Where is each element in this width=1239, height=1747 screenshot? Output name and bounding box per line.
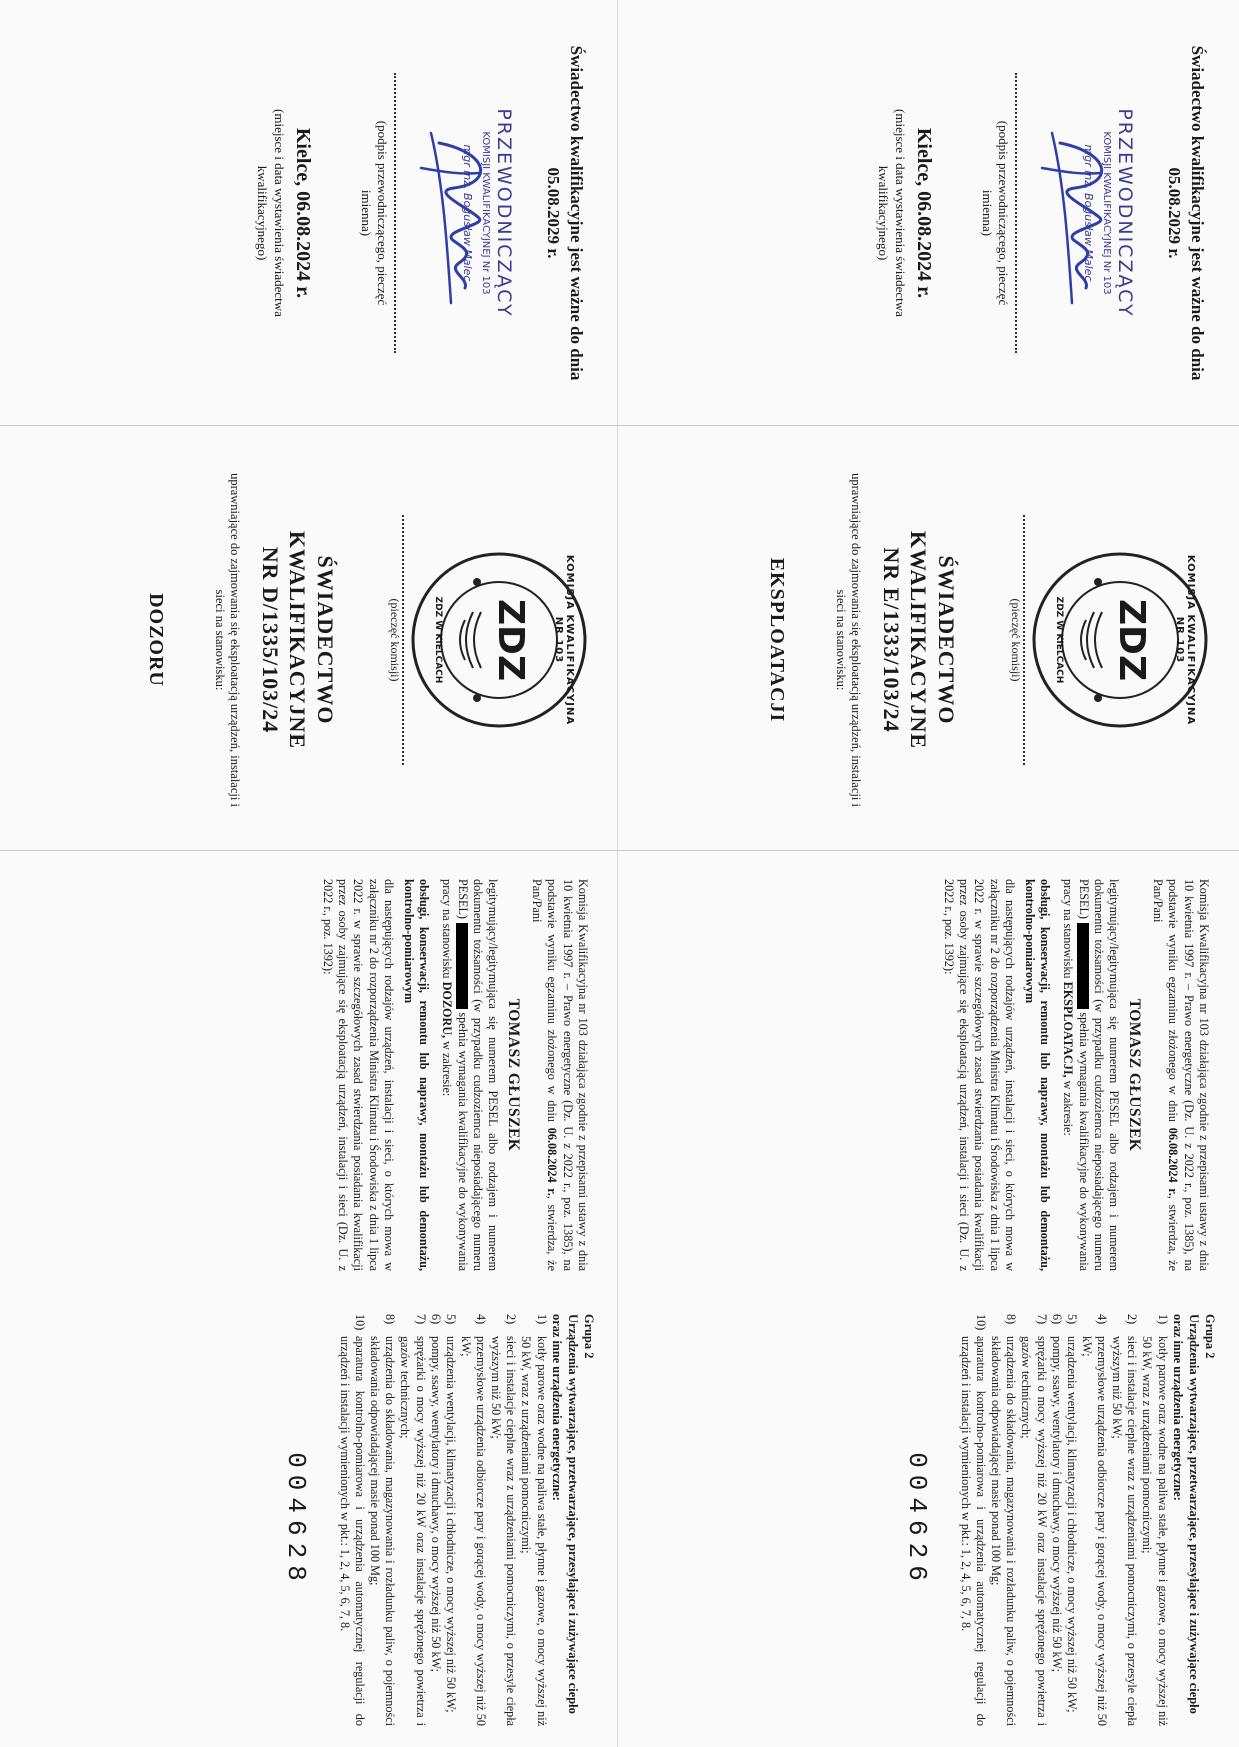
item-text: sprężarki o mocy wyższej niż 20 kW oraz instalacje sprężonego powietrza i gazów technicznych; [1019,1336,1049,1726]
list-item [1064,1314,1079,1726]
group-description: Urządzenia wytwarzające, przetwarzające, przesyłające i zużywające ciepło oraz inne urządzenia energetyczne: [549,1314,580,1714]
card-e-body-panel [625,860,1235,1290]
position-title: EKSPLOATACJI [766,557,789,723]
exam-date: 06.08.2024 r. [545,1127,560,1196]
item-number: 5) [443,1314,458,1325]
item-text: pompy, ssawy, wentylatory i dmuchawy, o mocy wyższej niż 50 kW; [1049,1336,1064,1672]
list-item [1139,1314,1169,1726]
stamp-ring-text: KOMISJA KWALIFIKACYJNA NR 103 [553,554,575,726]
body-id [439,879,501,1271]
item-text: aparatura kontrolno-pomiarowa i urządzenia automatycznej regulacji do urządzeń i instalacji wymienionych w pkt.: 1, 2, 4, 5, 6, 7, 8. [338,1336,368,1726]
authorize-text: uprawniające do zajmowania się eksploatacją urządzeń, instalacji i sieci na stanowisku: [212,473,243,807]
item-text: przemysłowe urządzenia odbiorcze pary i gorącej wody, o mocy wyższej niż 50 kW; [1080,1336,1110,1726]
chairman-commission: KOMISJI KWALIFIKACYJNEJ Nr 103 [1101,130,1113,295]
position-inline: EKSPLOATACJI, [1061,981,1076,1078]
item-text: pompy, ssawy, wentylatory i dmuchawy, o mocy wyższej niż 50 kW; [428,1336,443,1672]
device-list [958,1314,1170,1726]
body-devices: dla następujących rodzajów urządzeń, instalacji i sieci, o których mowa w załączniku nr 2 do rozporządzenia Ministra Klimatu i Środowiska z dnia 1 lipca 2022 r. w sprawie szczegółowych zasad stwierdzania posiadania kwalifikacji przez osoby zajmujące się eksploatacją urządzeń, instalacji i sieci (Dz. U. z 2022 r., poz. 1392): [320,879,397,1271]
item-number: 2) [504,1314,519,1325]
body-intro-text: Komisja Kwalifikacyjna nr 103 działająca zgodnie z przepisami ustawy z dnia 10 kwietnia 1997 r. – Prawo energetyczne (Dz. U. z 2022 r., poz. 1385), na podstawie wyniku egzaminu złożonego w dniu [1166,879,1211,1271]
list-item [1049,1314,1064,1726]
chairman-name: mgr inż. Bogusław Malec [1082,144,1096,281]
body-intro-end: , stwierdza, że Pan/Pani [1150,879,1181,1271]
validity-text: Świadectwo kwalifikacyjne jest ważne do dnia 05.08.2029 r. [1165,45,1207,380]
place-date: Kielce, 06.08.2024 r. [912,127,935,298]
item-text: aparatura kontrolno-pomiarowa i urządzenia automatycznej regulacji do urządzeń i instalacji wymienionych w pkt.: 1, 2, 4, 5, 6, 7, 8. [959,1336,989,1726]
person-name: TOMASZ GŁUSZEK [505,998,523,1152]
handwritten-signature [1030,113,1130,313]
list-item [443,1314,458,1726]
stamp-dotted-line [1023,515,1026,765]
chairman-title: PRZEWODNICZĄCY [493,107,516,318]
list-item [458,1314,488,1726]
item-number: 10) [353,1314,368,1331]
validity-text: Świadectwo kwalifikacyjne jest ważne do dnia 05.08.2029 r. [544,45,586,380]
card-d-title-panel [5,430,613,850]
item-number: 5) [1064,1314,1079,1325]
chairman-signature-stamp [397,83,515,343]
card-e-validity-panel [625,0,1235,425]
card-d-validity-panel [5,0,613,425]
item-text: urządzenia do składowania, magazynowania i rozładunku paliw, o pojemności składowania odpowiadającej masie ponad 100 Mg; [989,1336,1019,1726]
pesel-redaction [1077,923,1089,1009]
list-item [1109,1314,1139,1726]
scope-label: w zakresie: [1061,1080,1076,1136]
stamp-dotted-line [402,515,405,765]
group-description: Urządzenia wytwarzające, przetwarzające, przesyłające i zużywające ciepło oraz inne urządzenia energetyczne: [1170,1314,1201,1714]
item-number: 4) [474,1314,489,1325]
work-scope: obsługi, konserwacji, remontu lub naprawy, montażu lub demontażu, kontrolno-pomiarowym [1022,879,1052,1271]
list-item [1079,1314,1109,1726]
list-item [337,1314,367,1726]
chairman-title: PRZEWODNICZĄCY [1114,107,1137,318]
card-d-body-panel [5,860,613,1290]
commission-stamp [1030,550,1210,730]
body-intro [529,879,591,1271]
list-item [988,1314,1018,1726]
list-item [958,1314,988,1726]
certificate-title: ŚWIADECTWO [313,555,338,725]
item-text: sieci i instalacje cieplne wraz z urządzeniami pomocniczymi, o przesyle ciepła wyższym niż 50 kW; [1110,1336,1140,1726]
item-text: przemysłowe urządzenia odbiorcze pary i gorącej wody, o mocy wyższej niż 50 kW; [459,1336,489,1726]
body-devices: dla następujących rodzajów urządzeń, instalacji i sieci, o których mowa w załączniku nr 2 do rozporządzenia Ministra Klimatu i Środowiska z dnia 1 lipca 2022 r. w sprawie szczegółowych zasad stwierdzania posiadania kwalifikacji przez osoby zajmujące się eksploatacją urządzeń, instalacji i sieci (Dz. U. z 2022 r., poz. 1392): [941,879,1018,1271]
device-list [337,1314,549,1726]
item-number: 7) [413,1314,428,1325]
commission-stamp [409,550,589,730]
stamp-bottom-text: ZDZ W KIELCACH [433,596,443,684]
serial-number: 004626 [901,1452,932,1588]
card-e-title-panel [625,430,1235,850]
group-title: Grupa 2 [1203,1314,1217,1359]
stamp-center-text: ZDZ [490,598,531,682]
item-number: 7) [1034,1314,1049,1325]
chairman-signature-stamp [1018,83,1136,343]
chairman-name: mgr inż. Bogusław Malec [461,144,475,281]
position-title: DOZORU [145,593,168,687]
item-number: 10) [974,1314,989,1331]
item-text: urządzenia do składowania, magazynowania i rozładunku paliw, o pojemności składowania odpowiadającej masie ponad 100 Mg; [368,1336,398,1726]
certificate-subtitle: KWALIFIKACYJNE [285,530,311,750]
signature-caption: (podpis przewodniczącego, pieczęć imienna) [358,120,391,305]
list-item [518,1314,548,1726]
body-requirements: spełnia wymagania kwalifikacyjne do wykonywania pracy na stanowisku [1061,879,1091,1272]
work-scope: obsługi, konserwacji, remontu lub naprawy, montażu lub demontażu, kontrolno-pomiarowym [401,879,431,1271]
item-number: 1) [534,1314,549,1325]
chairman-commission: KOMISJI KWALIFIKACYJNEJ Nr 103 [480,130,492,295]
place-caption: (miejsce i data wystawienia świadectwa kwalifikacyjnego) [255,108,287,317]
body-intro [1150,879,1212,1271]
item-number: 6) [1049,1314,1064,1325]
group-title: Grupa 2 [582,1314,596,1359]
stamp-bottom-text: ZDZ W KIELCACH [1054,596,1064,684]
item-text: urządzenia wentylacji, klimatyzacji i chłodnicze, o mocy wyższej niż 50 kW; [1064,1336,1079,1713]
serial-number: 004628 [280,1452,311,1588]
certificate-title: ŚWIADECTWO [934,555,959,725]
item-number: 6) [428,1314,443,1325]
stamp-caption: (pieczęć komisji) [388,598,402,682]
pesel-redaction [456,923,468,1009]
stamp-caption: (pieczęć komisji) [1009,598,1023,682]
place-date: Kielce, 06.08.2024 r. [291,127,314,298]
card-e-group-panel [625,1295,1235,1745]
handwritten-signature [409,113,509,313]
signature-caption: (podpis przewodniczącego, pieczęć imienna) [979,120,1012,305]
certificate-number: NR E/1333/103/24 [879,547,904,733]
body-id-text: legitymujący/legitymująca się numerem PESEL albo rodzajem i numerem dokumentu tożsamości (w przypadku cudzoziemca nieposiadającego numeru PESEL) [1076,879,1122,1271]
item-number: 8) [383,1314,398,1325]
item-text: sieci i instalacje cieplne wraz z urządzeniami pomocniczymi, o przesyle ciepła wyższym niż 50 kW; [489,1336,519,1726]
body-intro-end: , stwierdza, że Pan/Pani [529,879,560,1271]
body-intro-text: Komisja Kwalifikacyjna nr 103 działająca zgodnie z przepisami ustawy z dnia 10 kwietnia 1997 r. – Prawo energetyczne (Dz. U. z 2022 r., poz. 1385), na podstawie wyniku egzaminu złożonego w dniu [545,879,590,1271]
list-item [1018,1314,1048,1726]
item-text: kotły parowe oraz wodne na paliwa stałe, płynne i gazowe, o mocy wyższej niż 50 kW, wraz z urządzeniami pomocniczymi; [519,1336,549,1726]
list-item [367,1314,397,1726]
place-caption: (miejsce i data wystawienia świadectwa kwalifikacyjnego) [876,108,908,317]
list-item [428,1314,443,1726]
item-number: 4) [1095,1314,1110,1325]
item-text: urządzenia wentylacji, klimatyzacji i chłodnicze, o mocy wyższej niż 50 kW; [443,1336,458,1713]
body-id [1060,879,1122,1271]
item-number: 8) [1004,1314,1019,1325]
list-item [488,1314,518,1726]
stamp-center-text: ZDZ [1111,598,1152,682]
item-text: kotły parowe oraz wodne na paliwa stałe, płynne i gazowe, o mocy wyższej niż 50 kW, wraz z urządzeniami pomocniczymi; [1140,1336,1170,1726]
certificate-subtitle: KWALIFIKACYJNE [906,530,932,750]
center-fold-line [617,0,618,1747]
certificate-number: NR D/1335/103/24 [258,546,283,734]
authorize-text: uprawniające do zajmowania się eksploatacją urządzeń, instalacji i sieci na stanowisku: [833,473,864,807]
position-inline: DOZORU, [440,981,455,1039]
item-number: 2) [1125,1314,1140,1325]
person-name: TOMASZ GŁUSZEK [1126,998,1144,1152]
stamp-ring-text: KOMISJA KWALIFIKACYJNA NR 103 [1174,554,1196,726]
exam-date: 06.08.2024 r. [1166,1127,1181,1196]
card-d-group-panel [5,1295,613,1745]
item-number: 1) [1155,1314,1170,1325]
scope-label: w zakresie: [440,1041,455,1097]
fold-line-upper [0,425,1239,426]
body-requirements: spełnia wymagania kwalifikacyjne do wykonywania pracy na stanowisku [440,879,470,1272]
item-text: sprężarki o mocy wyższej niż 20 kW oraz instalacje sprężonego powietrza i gazów technicznych; [398,1336,428,1726]
fold-line-lower [0,850,1239,851]
list-item [397,1314,427,1726]
body-id-text: legitymujący/legitymująca się numerem PESEL albo rodzajem i numerem dokumentu tożsamości (w przypadku cudzoziemca nieposiadającego numeru PESEL) [455,879,501,1271]
